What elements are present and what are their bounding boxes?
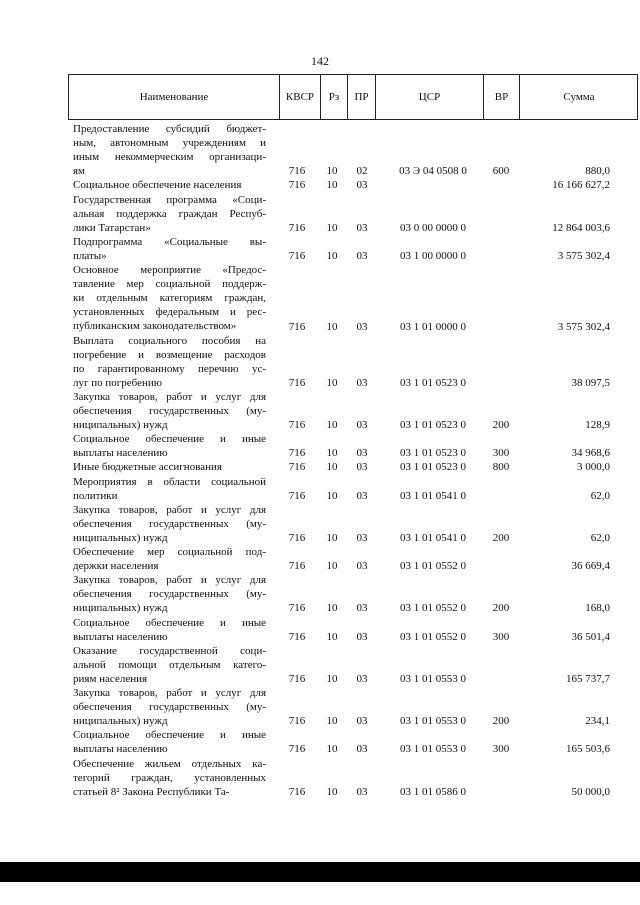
row-kvsr: 716: [288, 249, 306, 262]
row-kvsr: 716: [288, 447, 306, 460]
row-name-line: Выплата социального пособия на: [73, 334, 266, 347]
row-name: [73, 728, 266, 756]
row-name-line: ным, автономным учреждениям и: [73, 137, 266, 149]
row-csr: 03 1 01 0523 0: [400, 419, 466, 432]
row-name-line: статьей 8² Закона Республики Та-: [73, 785, 230, 798]
row-name-line: риям населения: [73, 672, 148, 685]
row-name-line: обеспечения государственных (му-: [73, 404, 266, 417]
row-csr: 03 1 01 0553 0: [400, 715, 466, 728]
row-sum: 34 968,6: [571, 447, 610, 460]
table-row: [0, 757, 640, 799]
row-name-line: выплаты населению: [73, 447, 168, 460]
row-csr: 03 1 01 0552 0: [400, 560, 466, 573]
row-kvsr: 716: [288, 715, 306, 728]
row-name-line: Предоставление субсидий бюджет-: [73, 123, 266, 135]
table-row: [0, 235, 640, 263]
row-vr: 800: [492, 461, 510, 474]
row-name: [73, 573, 266, 615]
row-name-line: Закупка товаров, работ и услуг для: [73, 687, 266, 699]
row-rz: 10: [326, 249, 338, 262]
row-sum: 3 575 302,4: [557, 320, 610, 333]
row-pr: 03: [356, 715, 368, 728]
row-kvsr: 716: [288, 785, 306, 798]
row-rz: 10: [326, 489, 338, 502]
row-vr: 300: [492, 743, 510, 756]
row-rz: 10: [326, 221, 338, 234]
table-row: [0, 263, 640, 334]
row-rz: 10: [326, 531, 338, 544]
row-name-line: лики Татарстан»: [73, 221, 151, 234]
row-sum: 50 000,0: [571, 785, 610, 798]
row-csr: 03 1 01 0552 0: [400, 630, 466, 643]
table-row: [0, 573, 640, 615]
row-name-line: Социальное обеспечение населения: [73, 179, 242, 192]
table-row: [0, 644, 640, 686]
row-csr: 03 1 01 0000 0: [400, 320, 466, 333]
row-pr: 03: [356, 221, 368, 234]
row-vr: 200: [492, 531, 510, 544]
row-csr: 03 1 01 0523 0: [400, 461, 466, 474]
row-name-line: Подпрограмма «Социальные вы-: [73, 235, 266, 248]
row-name-line: тегорий граждан, установленных: [73, 771, 266, 784]
row-rz: 10: [326, 602, 338, 615]
row-name: [73, 263, 266, 333]
row-name-line: выплаты населению: [73, 743, 168, 756]
row-name: [73, 503, 266, 545]
header-rz: Рз: [321, 75, 348, 119]
row-name-line: платы»: [73, 249, 107, 262]
row-kvsr: 716: [288, 560, 306, 573]
row-csr: 03 1 01 0552 0: [400, 602, 466, 615]
row-sum: 165 503,6: [566, 743, 610, 756]
row-sum: 165 737,7: [566, 672, 610, 685]
row-rz: 10: [326, 672, 338, 685]
row-pr: 03: [356, 785, 368, 798]
row-name-line: Иные бюджетные ассигнования: [73, 461, 222, 474]
table-header: [68, 74, 638, 120]
row-csr: 03 Э 04 0508 0: [399, 165, 467, 178]
row-sum: 16 166 627,2: [552, 179, 610, 192]
row-name: [73, 686, 266, 728]
scan-bottom-bar: [0, 862, 640, 882]
row-kvsr: 716: [288, 221, 306, 234]
table-row: [0, 334, 640, 390]
row-sum: 3 000,0: [577, 461, 610, 474]
row-pr: 03: [356, 672, 368, 685]
row-rz: 10: [326, 461, 338, 474]
row-sum: 62,0: [590, 531, 610, 544]
table-row: [0, 122, 640, 178]
row-pr: 03: [356, 489, 368, 502]
page-number: 142: [311, 54, 329, 68]
row-sum: 168,0: [585, 602, 610, 615]
row-name-line: Закупка товаров, работ и услуг для: [73, 390, 266, 403]
row-name: [73, 193, 266, 235]
row-name-line: ниципальных) нужд: [73, 715, 168, 727]
row-name-line: держки населения: [73, 560, 159, 572]
row-csr: 03 1 01 0553 0: [400, 743, 466, 756]
row-name-line: ниципальных) нужд: [73, 531, 168, 544]
row-pr: 03: [356, 179, 368, 192]
row-rz: 10: [326, 560, 338, 573]
header-name: Наименование: [69, 75, 280, 119]
row-csr: 03 1 01 0541 0: [400, 531, 466, 544]
row-kvsr: 716: [288, 179, 306, 192]
row-sum: 128,9: [585, 419, 610, 432]
row-kvsr: 716: [288, 376, 306, 389]
row-name-line: Закупка товаров, работ и услуг для: [73, 574, 266, 587]
row-pr: 03: [356, 602, 368, 615]
row-sum: 62,0: [590, 489, 610, 502]
row-rz: 10: [326, 419, 338, 432]
row-name-line: политики: [73, 489, 118, 502]
row-rz: 10: [326, 785, 338, 798]
table-row: [0, 545, 640, 573]
row-name-line: по гарантированному перечню ус-: [73, 362, 266, 375]
row-name-line: Социальное обеспечение и иные: [73, 433, 266, 446]
row-kvsr: 716: [288, 165, 306, 178]
row-name: [73, 390, 266, 432]
row-kvsr: 716: [288, 672, 306, 685]
row-kvsr: 716: [288, 320, 306, 333]
row-pr: 03: [356, 560, 368, 573]
row-pr: 02: [356, 165, 368, 178]
row-name: [73, 235, 266, 263]
row-name-line: Обеспечение мер социальной под-: [73, 546, 266, 558]
table-row: [0, 460, 640, 474]
row-name-line: альная поддержка граждан Респуб-: [73, 207, 266, 220]
row-name-line: Мероприятия в области социальной: [73, 475, 266, 488]
row-csr: 03 1 01 0553 0: [400, 672, 466, 685]
row-name-line: обеспечения государственных (му-: [73, 517, 266, 530]
row-csr: 03 1 01 0541 0: [400, 489, 466, 502]
row-rz: 10: [326, 447, 338, 460]
row-name: [73, 616, 266, 644]
row-csr: 03 0 00 0000 0: [400, 221, 466, 234]
row-name-line: ки отдельным категориям граждан,: [73, 292, 266, 304]
row-sum: 36 669,4: [571, 560, 610, 573]
row-pr: 03: [356, 376, 368, 389]
row-csr: 03 1 01 0586 0: [400, 785, 466, 798]
row-sum: 36 501,4: [571, 630, 610, 643]
header-sum: Сумма: [563, 91, 595, 103]
row-csr: 03 1 01 0523 0: [400, 447, 466, 460]
row-name: [73, 545, 266, 573]
row-name: [73, 432, 266, 460]
row-name-line: Оказание государственной соци-: [73, 644, 266, 657]
row-name-line: Социальное обеспечение и иные: [73, 616, 266, 629]
row-csr: 03 1 00 0000 0: [400, 249, 466, 262]
row-name-line: тавление мер социальной поддерж-: [73, 278, 266, 290]
row-sum: 880,0: [585, 165, 610, 178]
row-sum: 3 575 302,4: [557, 249, 610, 262]
row-rz: 10: [326, 179, 338, 192]
row-sum: 12 864 003,6: [552, 221, 610, 234]
row-name-line: Социальное обеспечение и иные: [73, 729, 266, 742]
row-name: [73, 475, 266, 503]
table-row: [0, 475, 640, 503]
row-kvsr: 716: [288, 489, 306, 502]
row-pr: 03: [356, 447, 368, 460]
table-row: [0, 193, 640, 235]
row-rz: 10: [326, 630, 338, 643]
row-sum: 234,1: [585, 715, 610, 728]
row-name-line: иным некоммерческим организаци-: [73, 151, 266, 163]
row-name-line: Обеспечение жильем отдельных ка-: [73, 757, 266, 770]
row-vr: 200: [492, 602, 510, 615]
row-name-line: луг по погребению: [73, 376, 162, 389]
row-name-line: выплаты населению: [73, 630, 168, 643]
row-vr: 300: [492, 630, 510, 643]
row-pr: 03: [356, 419, 368, 432]
row-vr: 300: [492, 447, 510, 460]
table-row: [0, 390, 640, 432]
row-name-line: ниципальных) нужд: [73, 418, 168, 431]
row-rz: 10: [326, 715, 338, 728]
row-name-line: ям: [73, 165, 86, 177]
row-kvsr: 716: [288, 630, 306, 643]
row-name: [73, 122, 266, 178]
row-pr: 03: [356, 320, 368, 333]
row-pr: 03: [356, 630, 368, 643]
row-name-line: публиканским законодательством»: [73, 320, 237, 332]
row-rz: 10: [326, 743, 338, 756]
table-row: [0, 432, 640, 460]
row-kvsr: 716: [288, 461, 306, 474]
row-name: [73, 178, 266, 192]
row-vr: 200: [492, 419, 510, 432]
table-row: [0, 686, 640, 728]
header-kvsr: КВСР: [280, 75, 321, 119]
row-pr: 03: [356, 249, 368, 262]
row-kvsr: 716: [288, 602, 306, 615]
row-vr: 200: [492, 715, 510, 728]
row-name-line: ниципальных) нужд: [73, 602, 168, 615]
row-rz: 10: [326, 320, 338, 333]
row-pr: 03: [356, 531, 368, 544]
header-pr: ПР: [348, 75, 376, 119]
row-name-line: обеспечения государственных (му-: [73, 588, 266, 601]
row-csr: 03 1 01 0523 0: [400, 376, 466, 389]
row-name-line: альной помощи отдельным катего-: [73, 658, 266, 671]
table-row: [0, 616, 640, 644]
row-name-line: погребение и возмещение расходов: [73, 348, 266, 361]
row-kvsr: 716: [288, 743, 306, 756]
row-name: [73, 757, 266, 799]
header-csr: ЦСР: [376, 75, 484, 119]
row-kvsr: 716: [288, 531, 306, 544]
row-name-line: установленных федеральным и рес-: [73, 306, 266, 318]
row-name-line: Государственная программа «Соци-: [73, 193, 266, 206]
table-row: [0, 728, 640, 756]
row-kvsr: 716: [288, 419, 306, 432]
row-name: [73, 334, 266, 390]
row-name-line: Основное мероприятие «Предос-: [73, 264, 266, 276]
row-sum: 38 097,5: [571, 376, 610, 389]
row-name-line: Закупка товаров, работ и услуг для: [73, 503, 266, 516]
row-rz: 10: [326, 165, 338, 178]
header-vr: ВР: [484, 75, 520, 119]
row-pr: 03: [356, 743, 368, 756]
row-name: [73, 644, 266, 686]
table-row: [0, 503, 640, 545]
row-name-line: обеспечения государственных (му-: [73, 701, 266, 713]
row-rz: 10: [326, 376, 338, 389]
row-name: [73, 460, 266, 474]
row-pr: 03: [356, 461, 368, 474]
table-row: [0, 178, 640, 192]
row-vr: 600: [492, 165, 510, 178]
